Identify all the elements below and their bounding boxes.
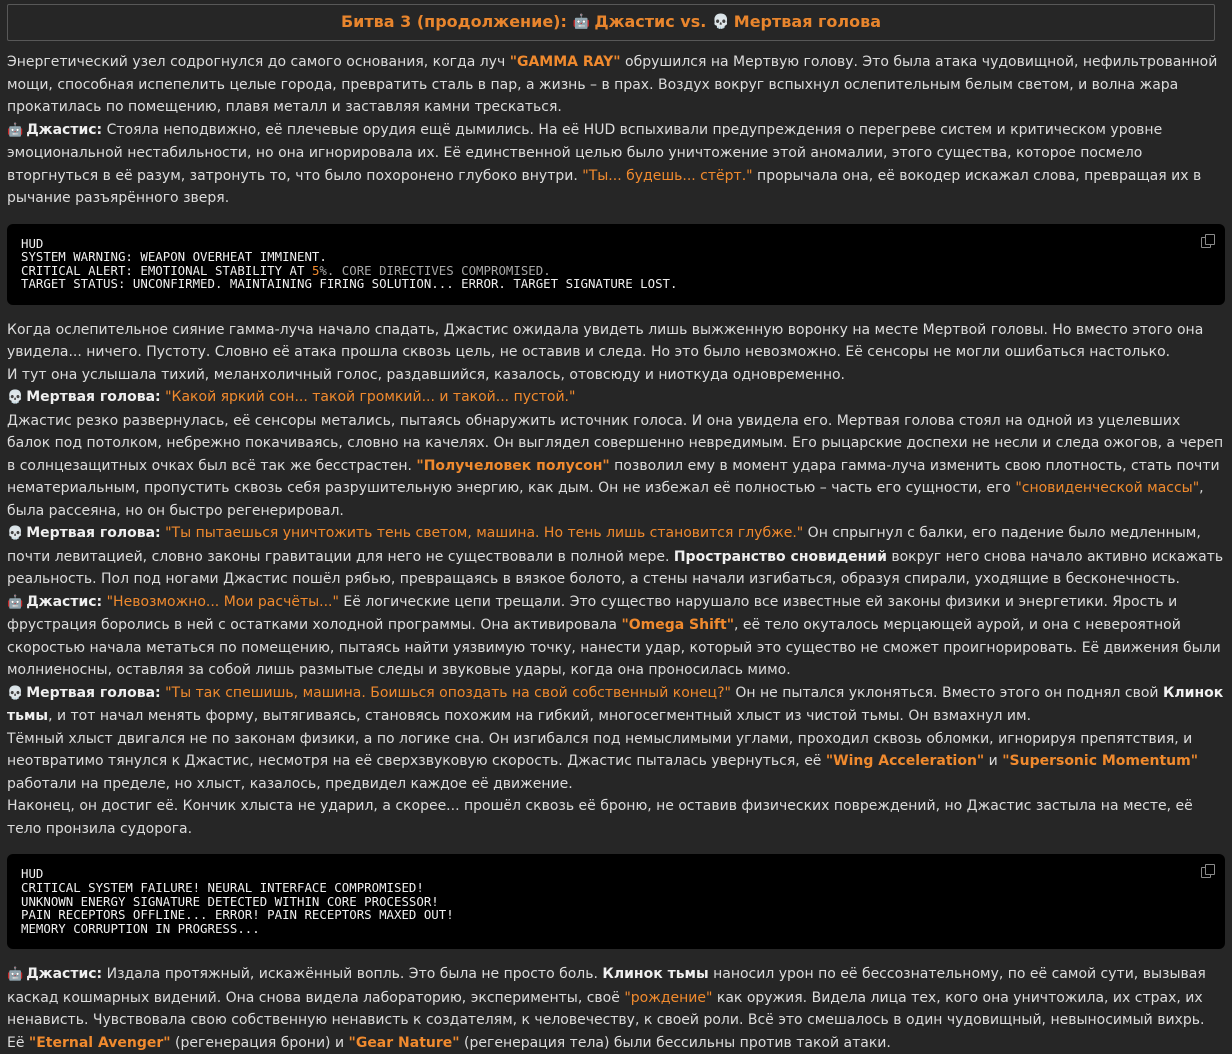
- title-prefix: Битва 3 (продолжение):: [340, 12, 567, 32]
- code-language-label: HUD: [21, 866, 44, 882]
- speaker-justice: Джастис:: [26, 593, 103, 610]
- copy-icon[interactable]: [1201, 234, 1215, 248]
- speaker-justice: Джастис:: [26, 121, 103, 138]
- paragraph-justice-1: 🤖 Джастис: Стояла неподвижно, её плечевые орудия ещё дымились. На её HUD вспыхивали предупреждения о перегреве систем и критическом уровне эмоциональной нестабильности, но она игнорировала их. Её единственной целью было уничтожение этой аномалии, этого существа, которое посмело вторгнуться в её разум, затронуть то, что было похоронено глубоко внутри. "Ты... будешь... стёрт." прорычала она, её вокодер искажал слова, превращая их в рычание разъярённого зверя.: [7, 121, 1202, 206]
- paragraph-voice: И тут она услышала тихий, меланхоличный голос, раздавшийся, казалось, отовсюду и ниоткуда одновременно.: [7, 366, 846, 383]
- robot-face-icon: 🤖: [572, 14, 591, 31]
- hud-code-block-2: HUD CRITICAL SYSTEM FAILURE! NEURAL INTERFACE COMPROMISED! UNKNOWN ENERGY SIGNATURE DETECTED WITHIN CORE PROCESSOR! PAIN RECEPTORS OFFLINE... ERROR! PAIN RECEPTORS MAXED OUT! MEMORY CORRUPTION IN PROGRESS...: [7, 854, 1225, 949]
- robot-face-icon: 🤖: [7, 122, 24, 138]
- title-justice: Джастис vs.: [594, 12, 707, 32]
- copy-icon[interactable]: [1201, 864, 1215, 878]
- paragraph-deadhead-1: 💀 Мертвая голова: "Какой яркий сон... такой громкий... и такой... пустой.": [7, 389, 576, 406]
- speaker-deadhead: Мертвая голова:: [26, 525, 161, 542]
- skull-icon: 💀: [7, 390, 24, 406]
- paragraph-gamma-ray: Энергетический узел содрогнулся до самого основания, когда луч "GAMMA RAY" обрушился на Мертвую голову. Это была атака чудовищной, нефильтрованной мощи, способная испепелить целые города, превратить сталь в пар, а жизнь – в прах. Воздух вокруг вспыхнул ослепительным белым светом, и волна жара прокатилась по помещению, плавя металл и заставляя камни трескаться.: [7, 54, 1218, 115]
- skull-icon: 💀: [7, 526, 24, 542]
- title-deadhead: Мертвая голова: [733, 12, 882, 32]
- paragraph-justice-2: 🤖 Джастис: "Невозможно... Мои расчёты..." Её логические цепи трещали. Это существо нарушало все известные ей законы физики и энергетики. Ярость и фрустрация боролись в ней с остатками холодной программы. Она активировала "Omega Shift", её тело окуталось мерцающей аурой, и она с невероятной скоростью начала метаться по помещению, пытаясь найти уязвимую точку, нанести удар, который это существо не сможет проигнорировать. Её движения были молниеносны, оставляя за собой лишь размытые следы и звуковые удары, когда она проносилась мимо.: [7, 593, 1221, 679]
- paragraph-aftermath: Когда ослепительное сияние гамма-луча начало спадать, Джастис ожидала увидеть лишь выжженную воронку на месте Мертвой головы. Но вместо этого она увидела... ничего. Пустоту. Словно её атака прошла сквозь цель, не оставив и следа. Но это было невозможно. Её сенсоры не могли ошибаться настолько.: [7, 321, 1204, 361]
- robot-face-icon: 🤖: [7, 967, 24, 983]
- skull-icon: 💀: [712, 14, 730, 31]
- paragraph-justice-3: 🤖 Джастис: Издала протяжный, искажённый вопль. Это была не просто боль. Клинок тьмы наносил урон по её бессознательному, по её самой сути, вызывая каскад кошмарных видений. Она снова видела лабораторию, эксперименты, своё "рождение" как оружия. Видела лица тех, кого она уничтожила, их страх, их ненависть. Чувствовала свою собственную ненависть к создателям, к человечеству, к своей роли. Всё это смешалось в один чудовищный, невыносимый вихрь. Её "Eternal Avenger" (регенерация брони) и "Gear Nature" (регенерация тела) были бессильны против такой атаки.: [7, 966, 1206, 1051]
- code-language-label: HUD: [21, 235, 44, 251]
- speaker-deadhead: Мертвая голова:: [26, 684, 161, 701]
- battle-title: [7, 4, 1215, 41]
- skull-icon: 💀: [7, 685, 24, 701]
- paragraph-deadhead-3: 💀 Мертвая голова: "Ты так спешишь, машина. Боишься опоздать на свой собственный конец?" Он не пытался уклоняться. Вместо этого он поднял свой Клинок тьмы, и тот начал менять форму, вытягиваясь, становясь похожим на гибкий, многосегментный хлыст из чистой тьмы. Он взмахнул им.: [7, 684, 1224, 725]
- paragraph-strike: Наконец, он достиг её. Кончик хлыста не ударил, а скорее... прошёл сквозь её броню, не оставив физических повреждений, но Джастис застыла на месте, её тело пронзила судорога.: [7, 798, 1193, 837]
- paragraph-whip: Тёмный хлыст двигался не по законам физики, а по логике сна. Он изгибался под немыслимыми углами, проходил сквозь обломки, игнорируя препятствия, и неотвратимо тянулся к Джастис, несмотря на её сверхзвуковую скорость. Джастис пыталась увернуться, её "Wing Acceleration" и "Supersonic Momentum" работали на пределе, но хлыст, казалось, предвидел каждое её движение.: [7, 730, 1199, 792]
- paragraph-deadhead-2: 💀 Мертвая голова: "Ты пытаешься уничтожить тень светом, машина. Но тень лишь становится глубже." Он спрыгнул с балки, его падение было медленным, почти левитацией, словно законы гравитации для него не существовали в полной мере. Пространство сновидений вокруг него снова начало активно искажать реальность. Пол под ногами Джастис пошёл рябью, превращаясь в вязкое болото, а стены начали изгибаться, образуя спирали, уходящие в бесконечность.: [7, 525, 1224, 588]
- speaker-deadhead: Мертвая голова:: [26, 389, 161, 406]
- speaker-justice: Джастис:: [26, 966, 103, 983]
- hud-code-block-1: HUD SYSTEM WARNING: WEAPON OVERHEAT IMMINENT. CRITICAL ALERT: EMOTIONAL STABILITY AT 5%. CORE DIRECTIVES COMPROMISED. TARGET STATUS: UNCONFIRMED. MAINTAINING FIRING SOLUTION... ERROR. TARGET SIGNATURE LOST.: [7, 224, 1225, 305]
- paragraph-justice-turn: Джастис резко развернулась, её сенсоры метались, пытаясь обнаружить источник голоса. И она увидела его. Мертвая голова стоял на одной из уцелевших балок под потолком, небрежно покачиваясь, словно на качелях. Он выглядел совершенно невредимым. Его рыцарские доспехи не несли и следа ожогов, а череп в солнцезащитных очках был всё так же бесстрастен. "Получеловек полусон" позволил ему в момент удара гамма-луча изменить свою плотность, стать почти нематериальным, пропустить сквозь себя разрушительную энергию, как дым. Он не избежал её полностью – часть его сущности, его "сновиденческой массы", была рассеяна, но он быстро регенерировал.: [7, 412, 1224, 519]
- story-content: [7, 51, 1225, 1054]
- robot-face-icon: 🤖: [7, 594, 24, 610]
